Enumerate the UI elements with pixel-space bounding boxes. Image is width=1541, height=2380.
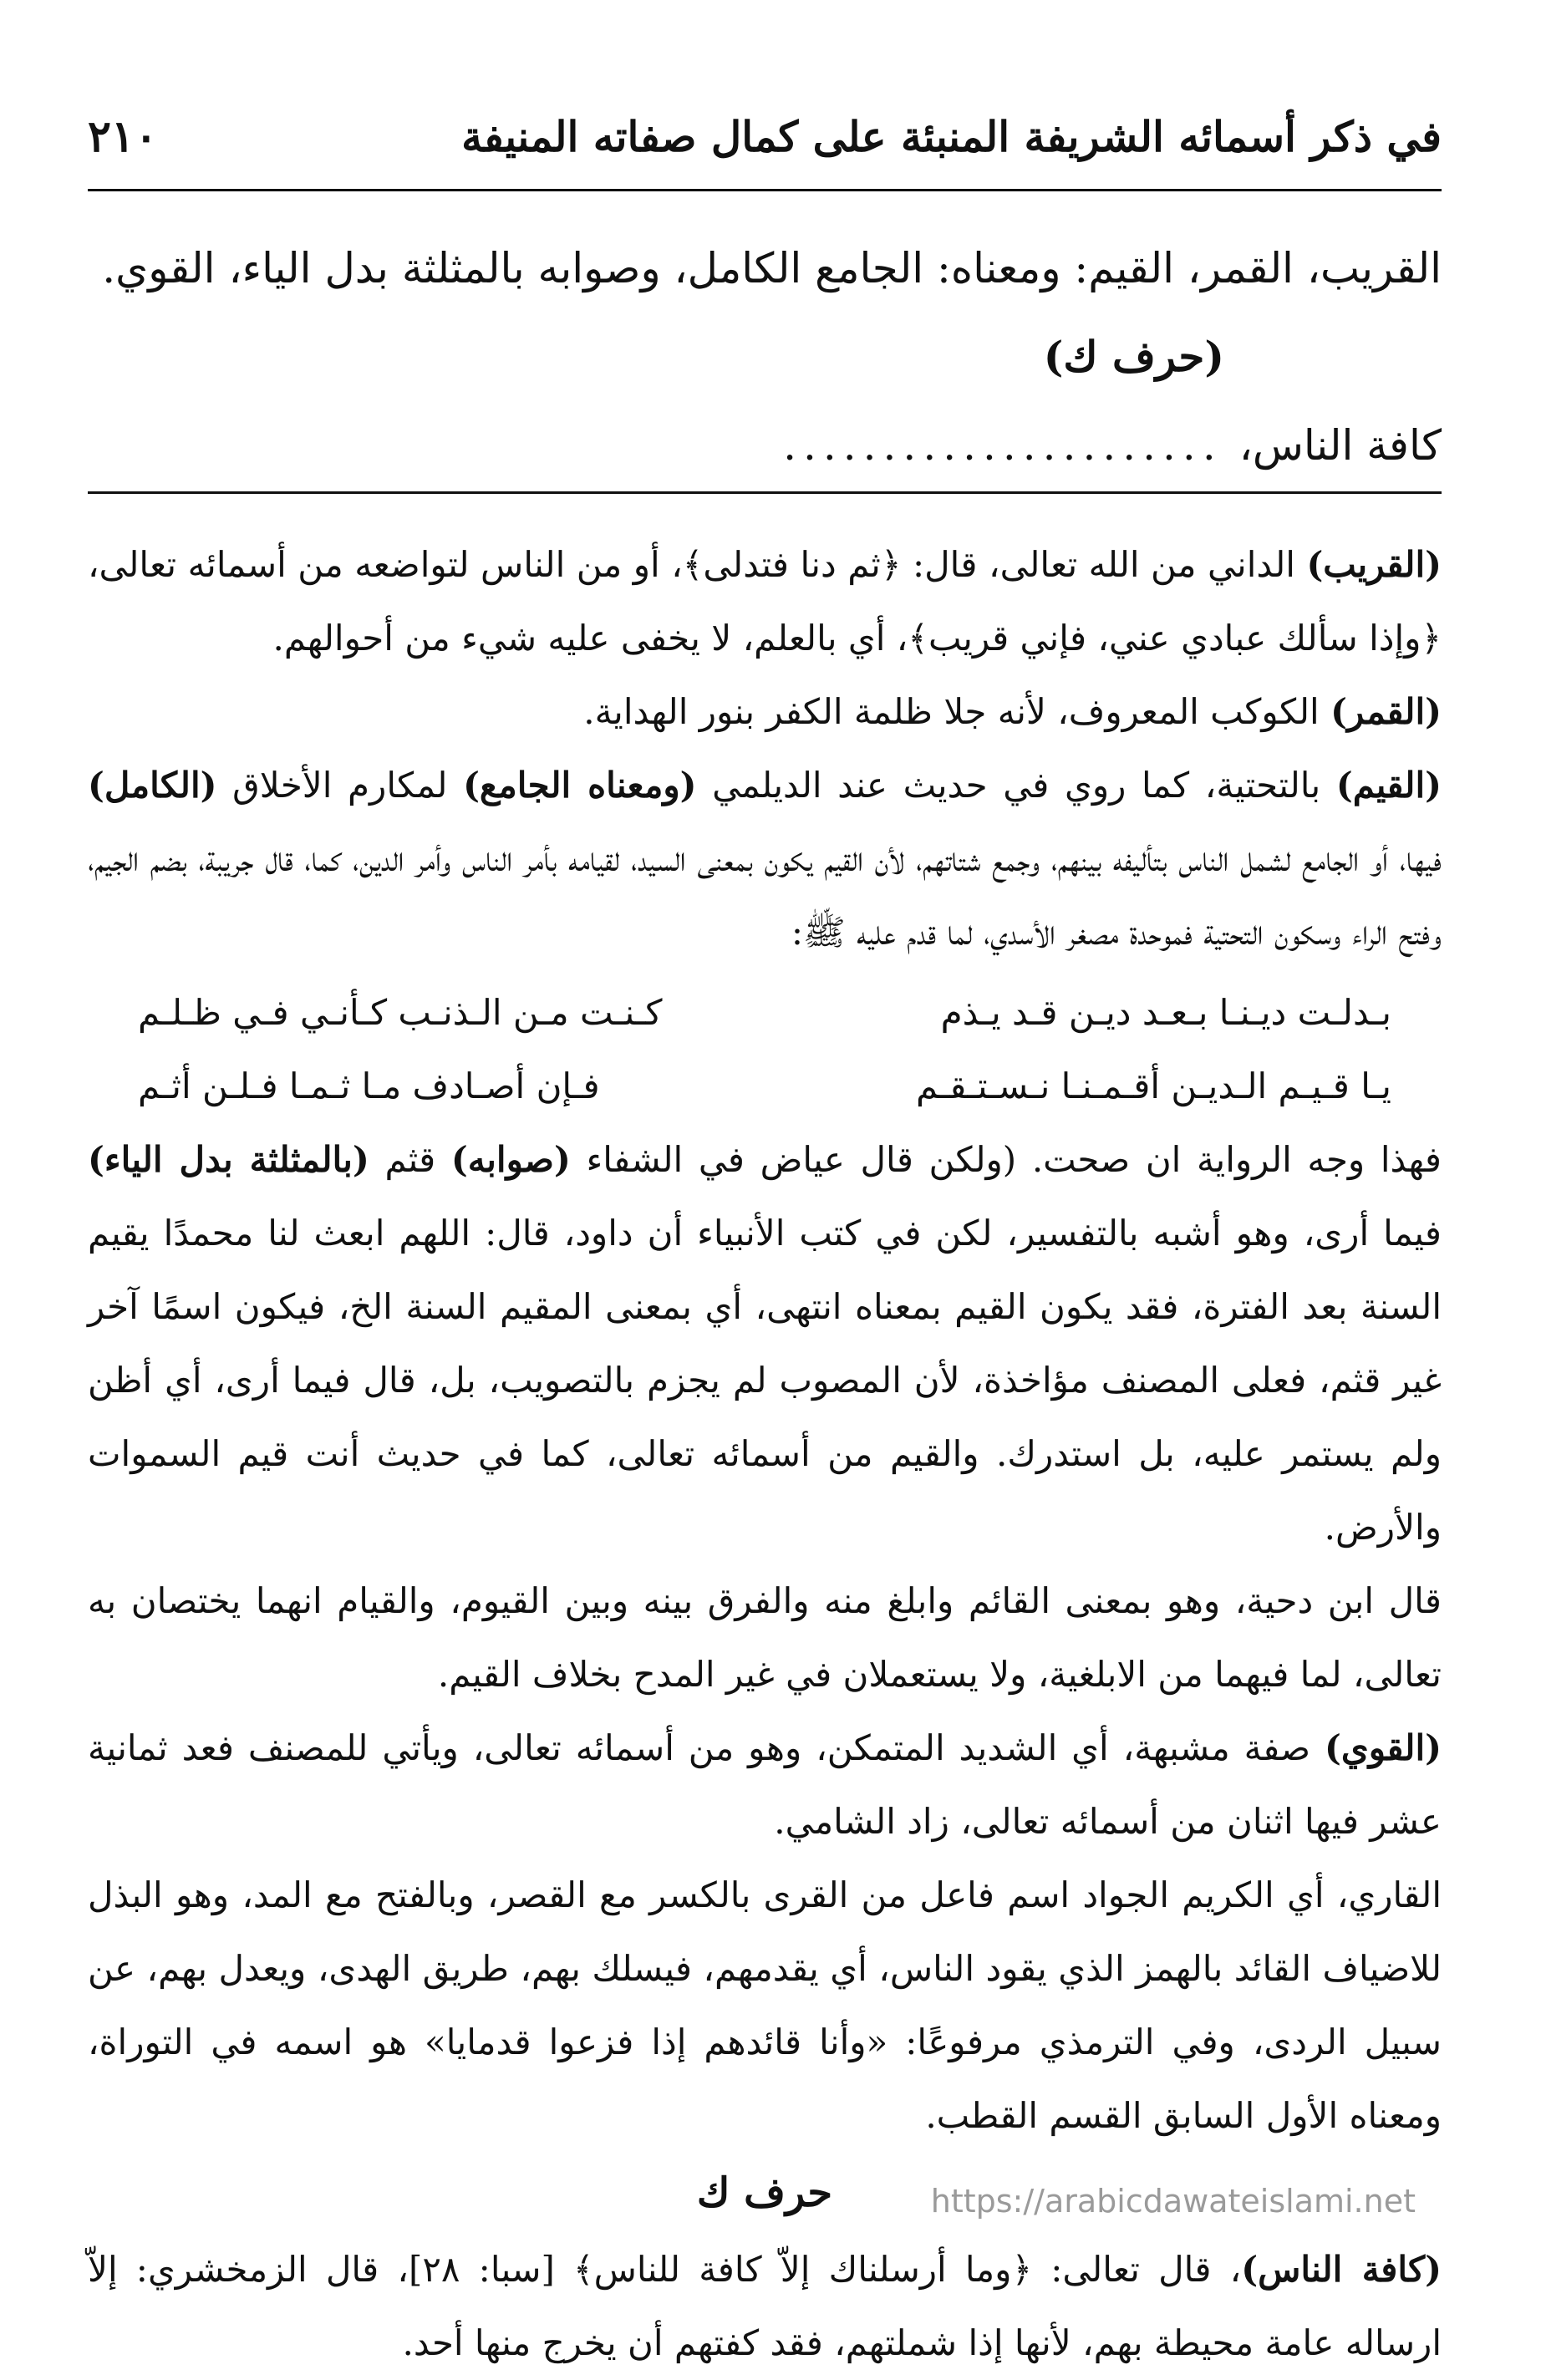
matn-kafat-text: كافة الناس، bbox=[1238, 421, 1442, 470]
sharh-block bbox=[88, 528, 1442, 2380]
commentary-paragraph: فهذا وجه الرواية ان صحت. (ولكن قال عياض في الشفاء (صوابه) قثم (بالمثلثة بدل الياء) فيما أرى، وهو أشبه بالتفسير، لكن في كتب الأنبياء أن داود، قال: اللهم ابعث لنا محمدًا يقيم السنة بعد الفترة، فقد يكون القيم بمعناه انتهى، أي بمعنى المقيم السنة الخ، فيكون اسمًا آخر غير قثم، فعلى المصنف مؤاخذة، لأن المصوب لم يجزم بالتصويب، بل، قال فيما أرى، أي أظن ولم يستمر عليه، بل استدرك. والقيم من أسمائه تعالى، كما في حديث أنت قيم السموات والأرض. bbox=[88, 1139, 1442, 1548]
header-rule bbox=[88, 189, 1442, 191]
section-subhead: حرف ك bbox=[696, 2169, 833, 2216]
poem-hemistich-right: يـا قـيـم الـديـن أقـمـنـا نـسـتـقـم bbox=[916, 1065, 1391, 1106]
commentary-paragraph: (القوي) صفة مشبهة، أي الشديد المتمكن، وهو من أسمائه تعالى، ويأتي للمصنف فعد ثمانية عشر فيها اثنان من أسمائه تعالى، زاد الشامي. bbox=[88, 1727, 1442, 1842]
matn-section-label: (حرف ك) bbox=[1043, 332, 1224, 381]
commentary-paragraph: (القريب) الداني من الله تعالى، قال: ﴿ثم دنا فتدلى﴾، أو من الناس لتواضعه من أسمائه تعالى، ﴿وإذا سألك عبادي عني، فإني قريب﴾، أي بالعلم، لا يخفى عليه شيء من أحوالهم. bbox=[88, 544, 1442, 659]
page-number: ٢١٠ bbox=[88, 110, 158, 162]
poem-hemistich-left: فـإن أصـادف مـا ثـمـا فـلـن أثـم bbox=[138, 1065, 600, 1106]
book-page bbox=[88, 0, 1442, 2363]
commentary-paragraph: (كافة الناس)، قال تعالى: ﴿وما أرسلناك إلاّ كافة للناس﴾ [سبا: ٢٨]، قال الزمخشري: إلاّ ارساله عامة محيطة بهم، لأنها إذا شملتهم، فقد كفتهم أن يخرج منها أحد. bbox=[88, 2249, 1442, 2363]
poem-verse bbox=[138, 1050, 1391, 1123]
matn-dots: ...................... bbox=[783, 421, 1223, 470]
commentary-paragraph: القاري، أي الكريم الجواد اسم فاعل من القرى بالكسر مع القصر، وبالفتح مع المد، وهو البذل للاضياف القائد بالهمز الذي يقود الناس، أي يقدمهم، فيسلك بهم، طريق الهدى، ويعدل بهم، عن سبيل الردى، وفي الترمذي مرفوعًا: «وأنا قائدهم إذا فزعوا قدمايا» هو اسمه في التوراة، ومعناه الأول السابق القسم القطب. bbox=[88, 1874, 1442, 2136]
commentary-paragraph: (القيم) بالتحتية، كما روي في حديث عند الديلمي (ومعناه الجامع) لمكارم الأخلاق (الكامل) فيها، أو الجامع لشمل الناس بتأليفه بينهم، وجمع شتاتهم، لأن القيم يكون بمعنى السيد، لقيامه بأمر الناس وأمر الدين، كما، قال جريبة، بضم الجيم، وفتح الراء وسكون التحتية فموحدة مصغر الأسدي، لما قدم عليه ﷺ: bbox=[88, 765, 1442, 953]
commentary-paragraph: (القمر) الكوكب المعروف، لأنه جلا ظلمة الكفر بنور الهداية. bbox=[583, 691, 1442, 732]
matn-line: القريب، القمر، القيم: ومعناه: الجامع الكامل، وصوابه بالمثلثة بدل الياء، القوي. bbox=[102, 244, 1442, 292]
commentary-paragraph: قال ابن دحية، وهو بمعنى القائم وابلغ منه والفرق بينه وبين القيوم، والقيام انهما يختصان به تعالى، لما فيهما من الابلغية، ولا يستعملان في غير المدح بخلاف القيم. bbox=[88, 1580, 1442, 1695]
matn-kafat-line bbox=[88, 401, 1442, 490]
poem-verse bbox=[138, 976, 1391, 1050]
poem-hemistich-right: بـدلـت ديـنـا بـعـد ديـن قـد يـذم bbox=[940, 992, 1391, 1033]
matn-block bbox=[88, 224, 1442, 490]
poem bbox=[88, 969, 1442, 1123]
watermark-url: https://arabicdawateislami.net bbox=[930, 2183, 1416, 2220]
poem-hemistich-left: كـنـت مـن الـذنـب كـأنـي فـي ظـلـم bbox=[138, 992, 663, 1033]
running-title: في ذكر أسمائه الشريفة المنبئة على كمال صفاته المنيفة bbox=[461, 111, 1442, 161]
matn-rule bbox=[88, 491, 1442, 494]
page-header bbox=[88, 99, 1442, 174]
